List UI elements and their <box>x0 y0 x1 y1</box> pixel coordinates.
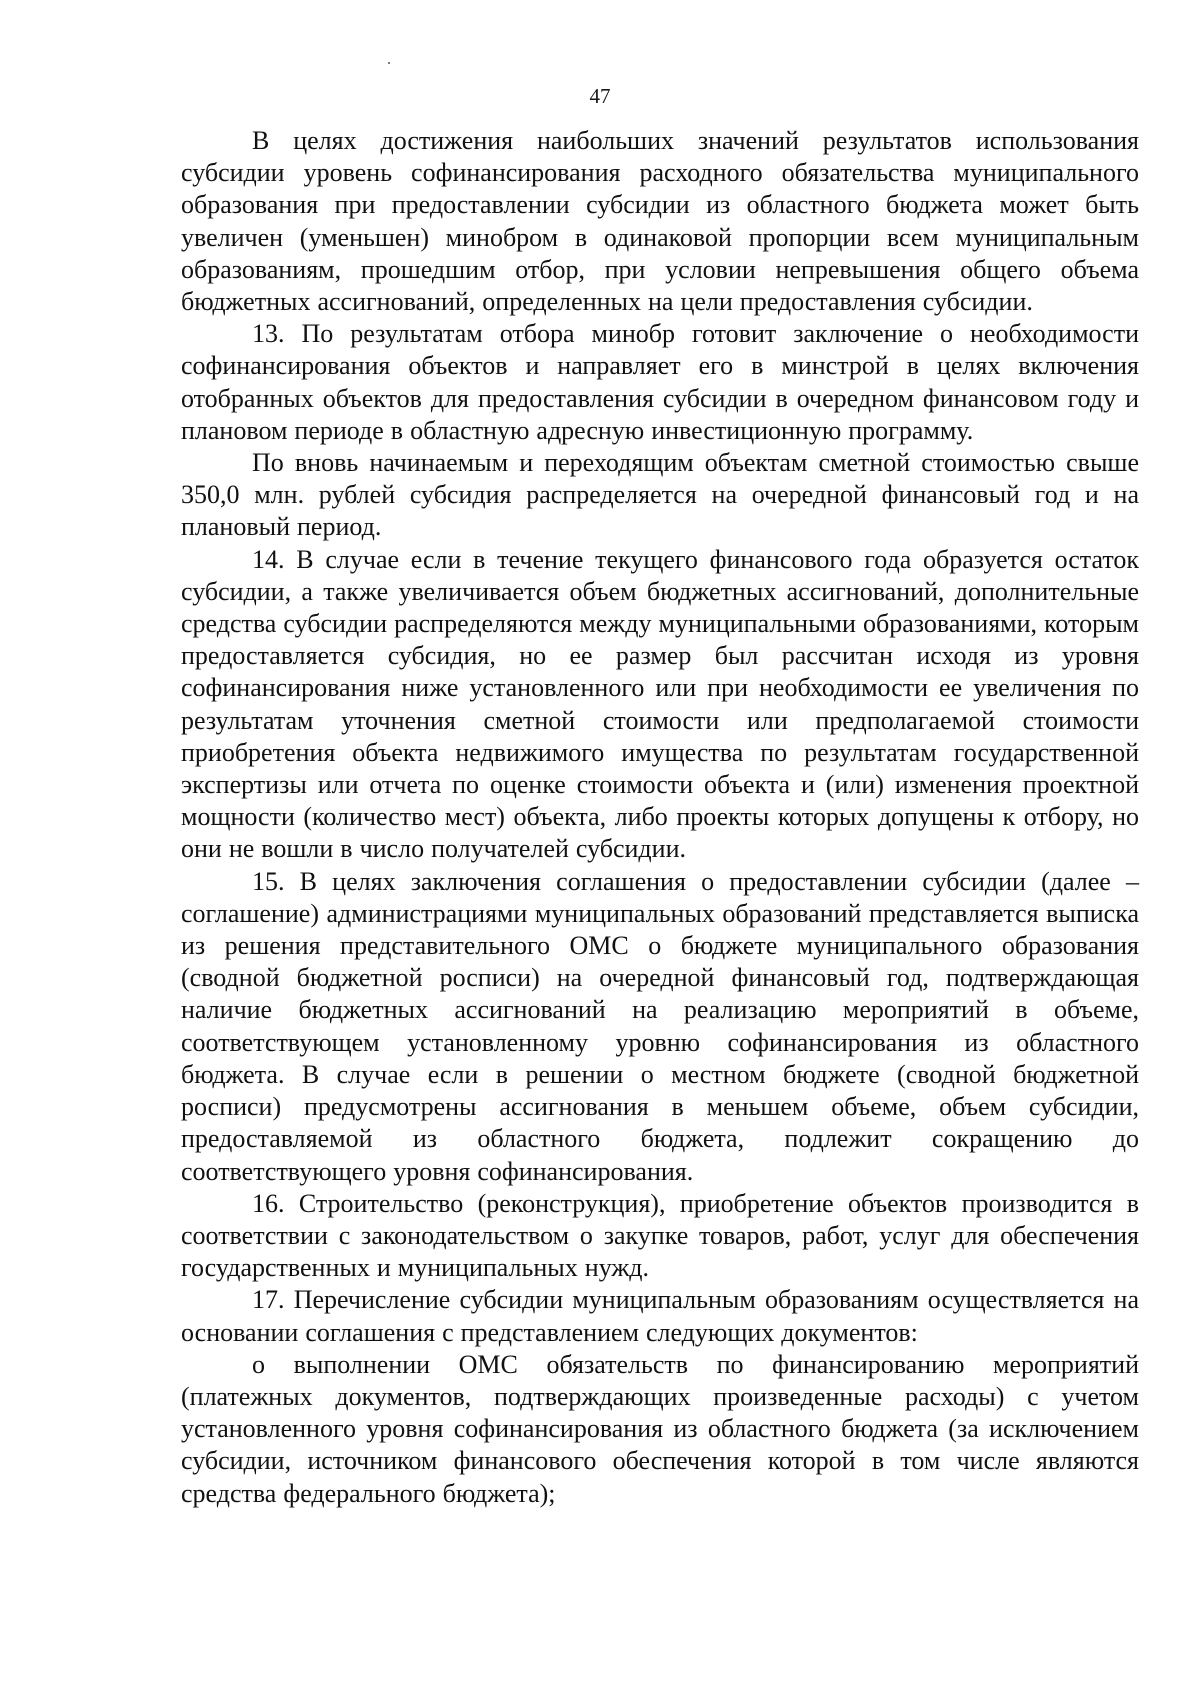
scan-speck <box>388 62 390 64</box>
paragraph-cofinancing-level: В целях достижения наибольших значений результатов использования субсидии уровень софинансирования расходного обязательства муниципального образования при предоставлении субсидии из областного бюджета может быть увеличен (уменьшен) минобром в одинаковой пропорции всем муниципальным образованиям, прошедшим отбор, при условии непревышения общего объема бюджетных ассигнований, определенных на цели предоставления субсидии. <box>181 126 1139 317</box>
paragraph-item-15: 15. В целях заключения соглашения о предоставлении субсидии (далее – соглашение) администрациями муниципальных образований представляется выписка из решения представительного ОМС о бюджете муниципального образования (сводной бюджетной росписи) на очередной финансовый год, подтверждающая наличие бюджетных ассигнований на реализацию мероприятий в объеме, соответствующем установленному уровню софинансирования из областного бюджета. В случае если в решении о местном бюджете (сводной бюджетной росписи) предусмотрены ассигнования в меньшем объеме, объем субсидии, предоставляемой из областного бюджета, подлежит сокращению до соответствующего уровня софинансирования. <box>181 866 1139 1186</box>
page-number: 47 <box>589 84 611 108</box>
paragraph-item-14: 14. В случае если в течение текущего финансового года образуется остаток субсидии, а также увеличивается объем бюджетных ассигнований, дополнительные средства субсидии распределяются между муниципальными образованиями, которым предоставляется субсидия, но ее размер был рассчитан исходя из уровня софинансирования ниже установленного или при необходимости ее увеличения по результатам уточнения сметной стоимости или предполагаемой стоимости приобретения объекта недвижимого имущества по результатам государственной экспертизы или отчета по оценке стоимости объекта и (или) изменения проектной мощности (количество мест) объекта, либо проекты которых допущены к отбору, но они не вошли в число получателей субсидии. <box>181 544 1139 864</box>
paragraph-item-17: 17. Перечисление субсидии муниципальным образованиям осуществляется на основании соглашения с представлением следующих документов: <box>181 1285 1139 1347</box>
paragraph-oms-obligations: о выполнении ОМС обязательств по финансированию мероприятий (платежных документов, подтверждающих произведенные расходы) с учетом установленного уровня софинансирования из областного бюджета (за исключением субсидии, источником финансового обеспечения которой в том числе являются средства федерального бюджета); <box>181 1349 1139 1508</box>
document-body <box>181 125 1139 1510</box>
paragraph-new-objects: По вновь начинаемым и переходящим объектам сметной стоимостью свыше 350,0 млн. рублей субсидия распределяется на очередной финансовый год и на плановый период. <box>181 448 1139 542</box>
paragraph-item-16: 16. Строительство (реконструкция), приобретение объектов производится в соответствии с законодательством о закупке товаров, работ, услуг для обеспечения государственных и муниципальных нужд. <box>181 1188 1139 1283</box>
paragraph-item-13: 13. По результатам отбора минобр готовит заключение о необходимости софинансирования объектов и направляет его в минстрой в целях включения отобранных объектов для предоставления субсидии в очередном финансовом году и плановом периоде в областную адресную инвестиционную программу. <box>181 319 1139 445</box>
